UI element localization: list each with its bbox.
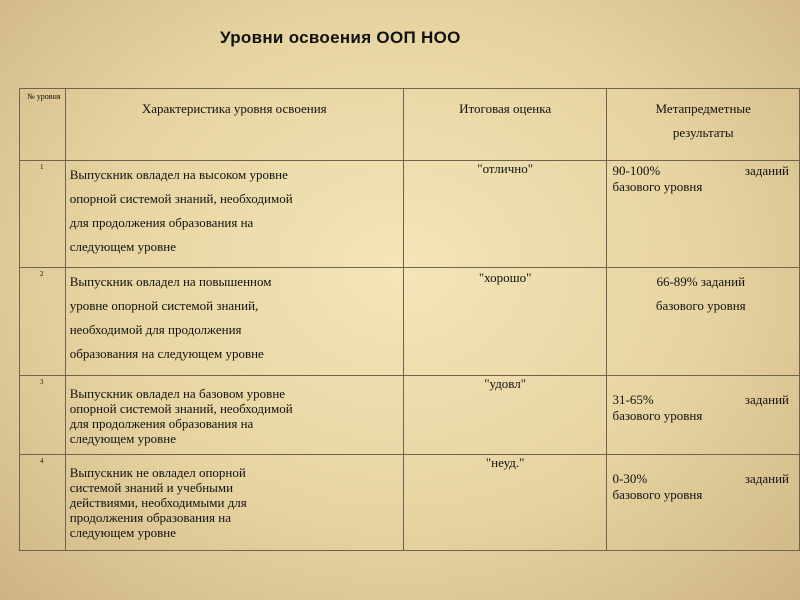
final-grade: "отлично" [403,161,607,268]
level-description [65,376,403,455]
meta-percent: 0-30% [612,471,648,486]
description-line: Выпускник овладел на повышенном [69,274,272,289]
description-line: Выпускник овладел на базовом уровне [69,386,286,401]
header-meta-line2: результаты [672,125,734,140]
final-grade: "хорошо" [403,268,607,376]
meta-percent: 31-65% [612,392,654,407]
description-line: для продолжения образования на [69,416,254,431]
table-row [20,376,800,455]
level-number: 2 [20,268,66,376]
final-grade: "удовл" [403,376,607,455]
header-level-number: № уровня [20,89,66,161]
level-description [65,268,403,376]
description-line: опорной системой знаний, необходимой [69,401,293,416]
meta-tasks: заданий [744,471,789,486]
description-line: следующем уровне [69,525,177,540]
table-row [20,268,800,376]
level-description [65,455,403,551]
meta-tasks: заданий [744,163,789,178]
description-line: продолжения образования на [69,510,231,525]
level-number: 3 [20,376,66,455]
meta-level: базового уровня [612,408,703,423]
description-line: Выпускник не овладел опорной [69,465,246,480]
meta-result [607,455,800,551]
description-line: действиями, необходимыми для [69,495,247,510]
level-number: 4 [20,455,66,551]
description-line: необходимой для продолжения [69,322,242,337]
page-title: Уровни освоения ООП НОО [220,28,461,47]
header-meta-results [607,89,800,161]
level-description [65,161,403,268]
meta-percent: 66-89% заданий [656,274,746,289]
meta-result [607,268,800,376]
meta-result [607,376,800,455]
final-grade: "неуд." [403,455,607,551]
meta-level: базового уровня [612,179,703,194]
header-final-grade: Итоговая оценка [403,89,607,161]
table-row [20,455,800,551]
description-line: опорной системой знаний, необходимой [69,191,293,206]
description-line: следующем уровне [69,239,177,254]
header-characteristic: Характеристика уровня освоения [65,89,403,161]
description-line: уровне опорной системой знаний, [69,298,259,313]
description-line: образования на следующем уровне [69,346,264,361]
description-line: Выпускник овладел на высоком уровне [69,167,288,182]
meta-percent: 90-100% [612,163,661,178]
description-line: для продолжения образования на [69,215,254,230]
description-line: следующем уровне [69,431,177,446]
header-meta-line1: Метапредметные [655,101,751,116]
meta-level: базового уровня [655,298,746,313]
table-header-row [20,89,800,161]
meta-level: базового уровня [612,487,703,502]
meta-result [607,161,800,268]
description-line: системой знаний и учебными [69,480,234,495]
levels-table [19,88,800,551]
level-number: 1 [20,161,66,268]
meta-tasks: заданий [744,392,789,407]
table-row [20,161,800,268]
